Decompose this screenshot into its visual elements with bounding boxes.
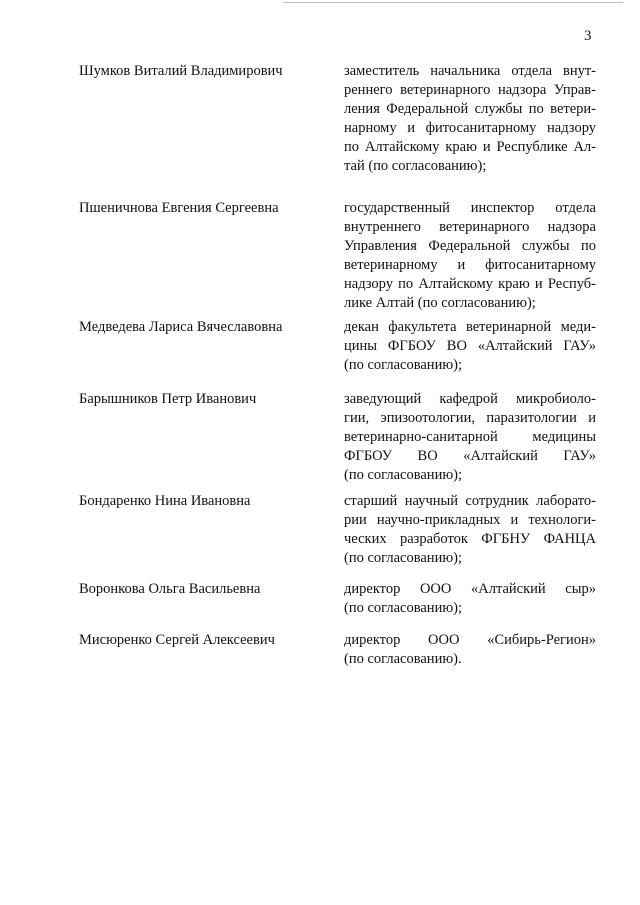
role-line: заведующий кафедрой микробиоло- bbox=[344, 391, 596, 407]
member-name: Пшеничнова Евгения Сергеевна bbox=[79, 200, 279, 216]
role-line: гии, эпизоотологии, паразитологии и bbox=[344, 410, 596, 426]
member-role bbox=[344, 318, 596, 375]
role-line: (по согласованию); bbox=[344, 600, 463, 616]
member-role bbox=[344, 580, 596, 618]
role-line: рии научно-прикладных и технологи- bbox=[344, 512, 596, 528]
role-line: Управления Федеральной службы по bbox=[344, 238, 596, 254]
role-line: цины ФГБОУ ВО «Алтайский ГАУ» bbox=[344, 338, 596, 354]
role-line: лике Алтай (по согласованию); bbox=[344, 295, 536, 311]
role-line: ФГБОУ ВО «Алтайский ГАУ» bbox=[344, 448, 596, 464]
page-number: 3 bbox=[584, 28, 592, 44]
member-name: Шумков Виталий Владимирович bbox=[79, 63, 283, 79]
role-line: надзору по Алтайскому краю и Респуб- bbox=[344, 276, 596, 292]
role-line: нарному и фитосанитарному надзору bbox=[344, 120, 596, 136]
role-line: (по согласованию). bbox=[344, 651, 462, 667]
member-name: Воронкова Ольга Васильевна bbox=[79, 581, 261, 597]
role-line: государственный инспектор отдела bbox=[344, 200, 596, 216]
role-line: заместитель начальника отдела внут- bbox=[344, 63, 596, 79]
member-role bbox=[344, 390, 596, 485]
role-line: ления Федеральной службы по ветери- bbox=[344, 101, 596, 117]
role-line: старший научный сотрудник лаборато- bbox=[344, 493, 596, 509]
role-line: внутреннего ветеринарного надзора bbox=[344, 219, 596, 235]
role-line: директор ООО «Алтайский сыр» bbox=[344, 581, 596, 597]
role-line: ветеринарно-санитарной медицины bbox=[344, 429, 596, 445]
member-role bbox=[344, 492, 596, 568]
role-line: (по согласованию); bbox=[344, 357, 463, 373]
member-role bbox=[344, 62, 596, 176]
member-name: Медведева Лариса Вячеславовна bbox=[79, 319, 283, 335]
member-role bbox=[344, 631, 596, 669]
role-line: по Алтайскому краю и Республике Ал- bbox=[344, 139, 596, 155]
member-name: Барышников Петр Иванович bbox=[79, 391, 257, 407]
top-divider bbox=[283, 2, 623, 3]
role-line: тай (по согласованию); bbox=[344, 158, 487, 174]
role-line: директор ООО «Сибирь-Регион» bbox=[344, 632, 596, 648]
member-role bbox=[344, 199, 596, 313]
member-name: Мисюренко Сергей Алексеевич bbox=[79, 632, 275, 648]
member-name: Бондаренко Нина Ивановна bbox=[79, 493, 251, 509]
role-line: (по согласованию); bbox=[344, 467, 463, 483]
role-line: ческих разработок ФГБНУ ФАНЦА bbox=[344, 531, 596, 547]
role-line: ветеринарному и фитосанитарному bbox=[344, 257, 596, 273]
role-line: декан факультета ветеринарной меди- bbox=[344, 319, 596, 335]
role-line: реннего ветеринарного надзора Управ- bbox=[344, 82, 596, 98]
role-line: (по согласованию); bbox=[344, 550, 463, 566]
